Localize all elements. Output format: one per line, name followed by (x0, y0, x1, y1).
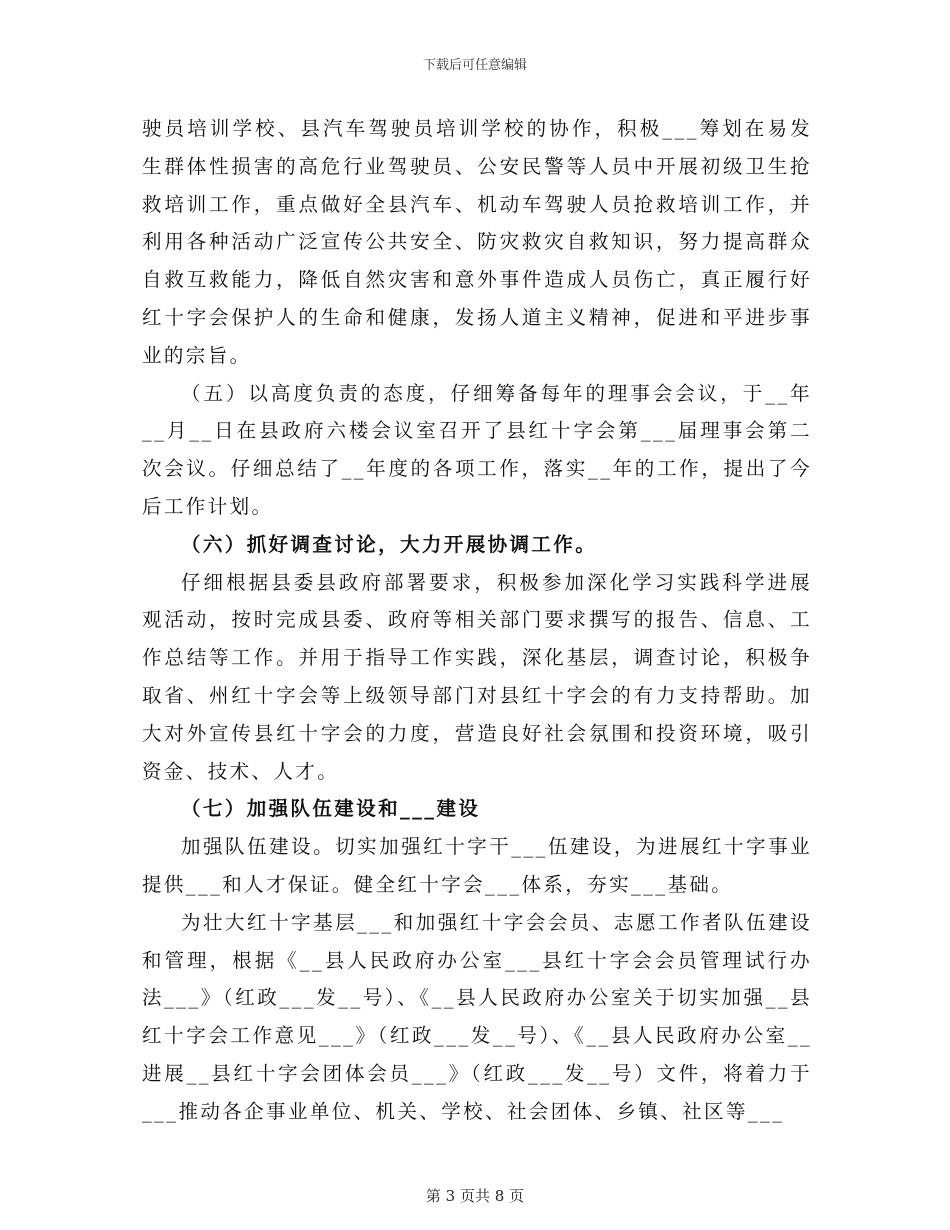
paragraph-membership: 为壮大红十字基层___和加强红十字会会员、志愿工作者队伍建设和管理，根据《__县人民政府办公室___县红十字会会员管理试行办法___》（红政___发__号）、《__县人民政府办公室关于切实加强__县红十字会工作意见___》（红政___发__号）、《__县人民政府办公室__进展__县红十字会团体会员___》（红政___发__号）文件，将着力于___推动各企事业单位、机关、学校、社会团体、乡镇、社区等___ (142, 910, 812, 1123)
page-header: 下载后可任意编辑 (422, 58, 527, 73)
paragraph-team-building: 加强队伍建设。切实加强红十字干___伍建设，为进展红十字事业提供___和人才保证。健全红十字会___体系，夯实___基础。 (142, 835, 812, 896)
paragraph-section-6: 仔细根据县委县政府部署要求，积极参加深化学习实践科学进展观活动，按时完成县委、政府等相关部门要求撰写的报告、信息、工作总结等工作。并用于指导工作实践，深化基层，调查讨论，积极争取省、州红十字会等上级领导部门对县红十字会的有力支持帮助。加大对外宣传县红十字会的力度，营造良好社会氛围和投资环境，吸引资金、技术、人才。 (142, 570, 812, 783)
page-footer: 第 3 页共 8 页 (425, 1187, 525, 1205)
heading-section-7: （七）加强队伍建设和___建设 (181, 797, 481, 821)
document-body (142, 110, 812, 1131)
paragraph-section-5: （五）以高度负责的态度，仔细筹备每年的理事会会议，于__年__月__日在县政府六楼会议室召开了县红十字会第___届理事会第二次会议。仔细总结了__年度的各项工作，落实__年的工作，提出了今后工作计划。 (142, 381, 812, 518)
paragraph-continuation: 驶员培训学校、县汽车驾驶员培训学校的协作，积极___筹划在易发生群体性损害的高危行业驾驶员、公安民警等人员中开展初级卫生抢救培训工作，重点做好全县汽车、机动车驾驶人员抢救培训工作，并利用各种活动广泛宣传公共安全、防灾救灾自救知识，努力提高群众自救互救能力，降低自然灾害和意外事件造成人员伤亡，真正履行好红十字会保护人的生命和健康，发扬人道主义精神，促进和平进步事业的宗旨。 (142, 117, 812, 367)
heading-section-6: （六）抓好调查讨论，大力开展协调工作。 (181, 532, 598, 556)
